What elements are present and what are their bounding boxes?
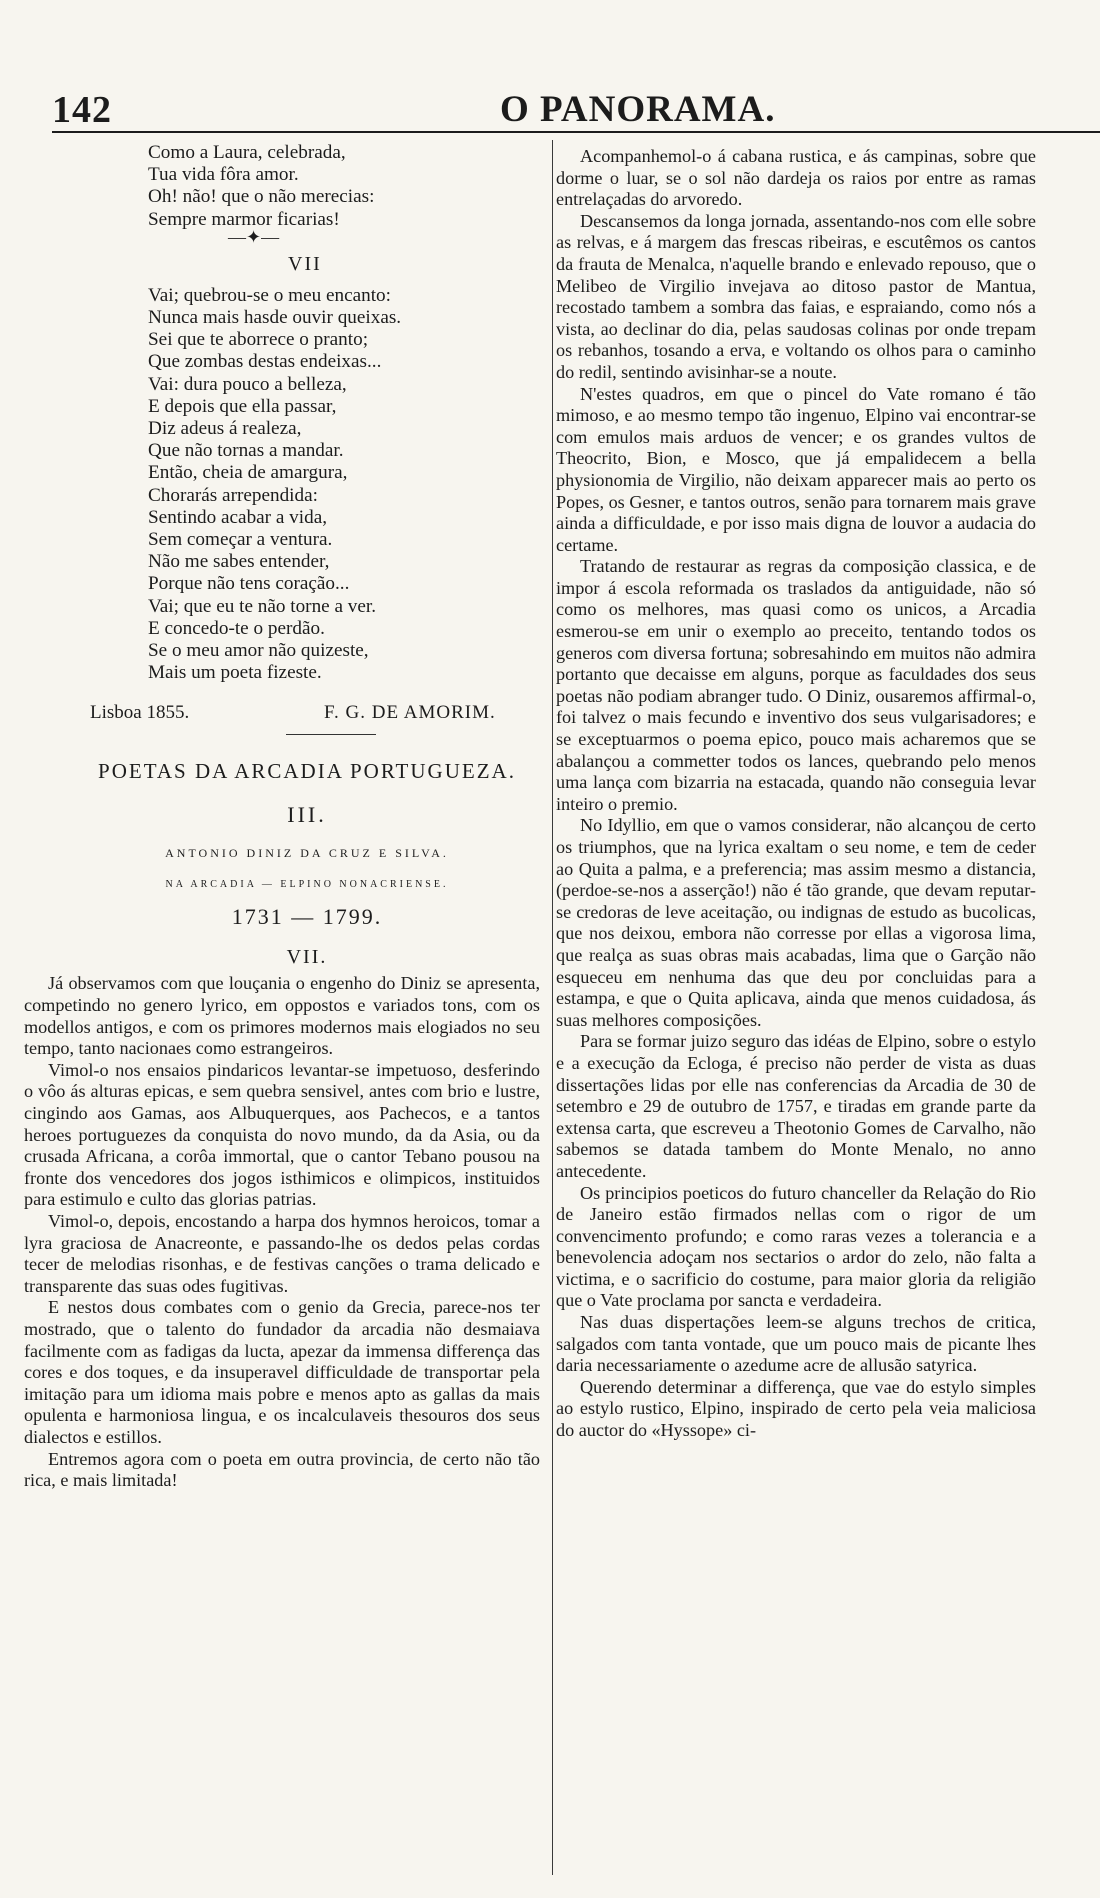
verse-line: E depois que ella passar,: [148, 395, 337, 417]
verse-line: Sem começar a ventura.: [148, 529, 333, 551]
verse-line: Chorarás arrependida:: [148, 484, 318, 506]
paragraph: Já observamos com que louçania o engenho do Diniz se apresenta, competindo no genero lyrico, em oppostos e variados tons, com os modellos antigos, e com os primores modernos mais elogiados no seu tempo, tanto nacionaes como estrangeiros.: [24, 973, 540, 1059]
paragraph: Tratando de restaurar as regras da composição classica, e de impor á escola reformada os traslados da antiguidade, não só como os melhores, mas quasi como os unicos, a Arcadia esmerou-se em unir o exemplo ao preceito, tentando todos os generos com diversa fortuna; sobresahindo em muitos não admira portanto que decaisse em alguns, porque as faculdades dos seus poetas não podiam abranger tudo. O Diniz, ousaremos affirmal-o, foi talvez o mais fecundo e inventivo dos seus vulgarisadores; e se exceptuarmos o poema epico, pouco mais acharemos que se abalançou a commetter todos os lances, quebrando pelo menos uma lança com bizarria na estacada, quando não conseguia levar inteiro o premio.: [556, 556, 1036, 814]
paragraph: No Idyllio, em que o vamos considerar, não alcançou de certo os triumphos, que na lyrica exaltam o seu nome, e tem de ceder ao Quita a palma, e a preferencia; mas assim mesmo a distancia, (perdoe-se-nos a asserção!) não é tão grande, que devam reputar-se credoras de leve aceitação, ou indignas de estudo as bucolicas, que nos deixou, embora não corresse por ellas a vigorosa lima, que realça as suas obras mais acabadas, lima que o Garção não esqueceu em nenhuma das que deu por concluidas para a estampa, e que o Quita aplicava, ainda que menos cuidadosa, ás suas melhores composições.: [556, 815, 1036, 1030]
verse-line: Então, cheia de amargura,: [148, 462, 348, 484]
poem-signature: [24, 702, 540, 730]
page-number: 142: [52, 89, 112, 131]
stanza-number: VII: [288, 252, 322, 275]
paragraph: Querendo determinar a differença, que vae do estylo simples ao estylo rustico, Elpino, inspirado de certo pela veia maliciosa do auctor do «Hyssope» ci-: [556, 1376, 1036, 1441]
ornamental-separator: —✦—: [228, 226, 280, 247]
verse-line: Como a Laura, celebrada,: [148, 142, 346, 163]
paragraph: Nas duas dispertações leem-se alguns trechos de critica, salgados com tanta vontade, que um pouco mais de picante lhes daria necessariamente o azedume acre de allusão satyrica.: [556, 1312, 1036, 1376]
poem-closing-stanza: [24, 142, 540, 231]
poet-name: ANTONIO DINIZ DA CRUZ E SILVA.: [165, 846, 449, 861]
paragraph: Acompanhemol-o á cabana rustica, e ás campinas, sobre que dorme o luar, se o sol não dardeja os raios por entre as ramas entrelaçadas do arvoredo.: [556, 146, 1036, 210]
paragraph: N'estes quadros, em que o pincel do Vate romano é tão mimoso, e ao mesmo tempo tão ingenuo, Elpino vai encontrar-se com emulos mais arduos de vencer; e os grandes vultos de Theocrito, Bion, e Mosco, que já empalidecem a bella physionomia de Virgilio, não deixam apparecer mais ao perto os Popes, os Gesner, e tantos outros, senão para tornarem mais grave ainda a difficuldade, e por isso mais digna de louvor a audacia do certame.: [556, 383, 1036, 555]
section-number: III.: [287, 802, 327, 828]
verse-line: Oh! não! que o não merecias:: [148, 186, 375, 208]
paragraph: Vimol-o, depois, encostando a harpa dos hymnos heroicos, tomar a lyra graciosa de Anacreonte, e passando-lhe os dedos pelas cordas tecer de melodias risonhas, e de festivas canções o trama delicado e transparente das suas odes fugitivas.: [24, 1211, 540, 1296]
verse-line: E concedo-te o perdão.: [148, 617, 325, 639]
verse-line: Mais um poeta fizeste.: [148, 662, 322, 684]
poem-stanza-vii: [24, 285, 540, 685]
verse-line: Porque não tens coração...: [148, 573, 350, 595]
paragraph: Para se formar juizo seguro das idéas de Elpino, sobre o estylo e a execução da Ecloga, é preciso não perder de vista as duas dissertações lidas por elle nas conferencias da Arcadia de 30 de setembro e 29 de outubro de 1757, e tiradas em grande parte da extensa carta, que escreveu a Theotonio Gomes de Carvalho, não sabemos se datada tambem do Monte Menalo, no anno antecedente.: [556, 1031, 1036, 1181]
header-rule: [52, 131, 1100, 133]
column-divider: [552, 140, 553, 1875]
verse-line: Vai; que eu te não torne a ver.: [148, 595, 377, 617]
poet-dates: 1731 — 1799.: [231, 904, 383, 930]
verse-line: Vai: dura pouco a belleza,: [148, 373, 347, 395]
verse-line: Nunca mais hasde ouvir queixas.: [148, 307, 402, 329]
verse-line: Vai; quebrou-se o meu encanto:: [148, 284, 391, 306]
poem-author: F. G. DE AMORIM.: [324, 702, 496, 724]
paragraph: Vimol-o nos ensaios pindaricos levantar-se impetuoso, desferindo o vôo ás alturas epicas, e sem quebra sensivel, antes com brio e lustre, cingindo aos Gamas, aos Albuquerques, aos Pachecos, e a tantos heroes portuguezes da conquista do novo mundo, da da Asia, ou da crusada Africana, a corôa immortal, que o cantor Tebano pousou na fronte dos vencedores dos jogos isthimicos e olimpicos, instituidos para estimulo e culto das glorias patrias.: [24, 1059, 540, 1210]
running-title: O PANORAMA.: [500, 89, 776, 130]
part-number: VII.: [286, 946, 328, 969]
verse-line: Sei que te aborrece o pranto;: [148, 329, 369, 351]
verse-line: Que zombas destas endeixas...: [148, 351, 382, 373]
section-title: POETAS DA ARCADIA PORTUGUEZA.: [98, 759, 516, 784]
place-date: Lisboa 1855.: [90, 702, 190, 724]
verse-line: Diz adeus á realeza,: [148, 418, 302, 440]
paragraph: E nestos dous combates com o genio da Grecia, parece-nos ter mostrado, que o talento do fundador da arcadia não desmaiava facilmente com as fadigas da lucta, apezar da immensa differença das cores e dos toques, e da insuperavel difficuldade de transportar pela imitação para um idioma mais pobre e menos apto as gallas da mais opulenta e harmoniosa lingua, e os incalculaveis thesouros dos seus dialectos e estillos.: [24, 1297, 540, 1447]
verse-line: Não me sabes entender,: [148, 551, 330, 573]
article-body-left: [24, 973, 540, 1491]
verse-line: Sentindo acabar a vida,: [148, 506, 328, 528]
section-rule: [286, 734, 376, 735]
paragraph: Os principios poeticos do futuro chanceller da Relação do Rio de Janeiro estão firmados nellas com o rigor de um convencimento profundo; e como raras vezes a tolerancia e a benevolencia adoçam nos sectarios o ardor do zelo, não falta a victima, e o sacrificio do costume, para maior gloria da religião que o Vate proclama por sancta e verdadeira.: [556, 1182, 1036, 1311]
verse-line: Sempre marmor ficarias!: [148, 208, 340, 230]
paragraph: Descansemos da longa jornada, assentando-nos com elle sobre as relvas, e á margem das frescas ribeiras, e escutêmos os cantos da frauta de Menalca, n'aquelle brando e enlevado repouso, que o Melibeo de Virgilio invejava ao ditoso pastor de Mantua, recostado tambem a sombra das faias, e espraiando, como nós a vista, ao declinar do dia, pelas saudosas colinas por onde trepam os rebanhos, tosando a erva, e voltando os olhos para o caminho do redil, sentindo avisinhar-se a noute.: [556, 210, 1036, 382]
left-column: [24, 142, 540, 1492]
paragraph: Entremos agora com o poeta em outra provincia, de certo não tão rica, e mais limitada!: [24, 1448, 540, 1491]
poet-arcadian-name: NA ARCADIA — ELPINO NONACRIENSE.: [165, 879, 449, 891]
right-column: [556, 146, 1036, 1442]
verse-line: Tua vida fôra amor.: [148, 164, 299, 186]
verse-line: Se o meu amor não quizeste,: [148, 640, 369, 662]
verse-line: Que não tornas a mandar.: [148, 440, 344, 462]
